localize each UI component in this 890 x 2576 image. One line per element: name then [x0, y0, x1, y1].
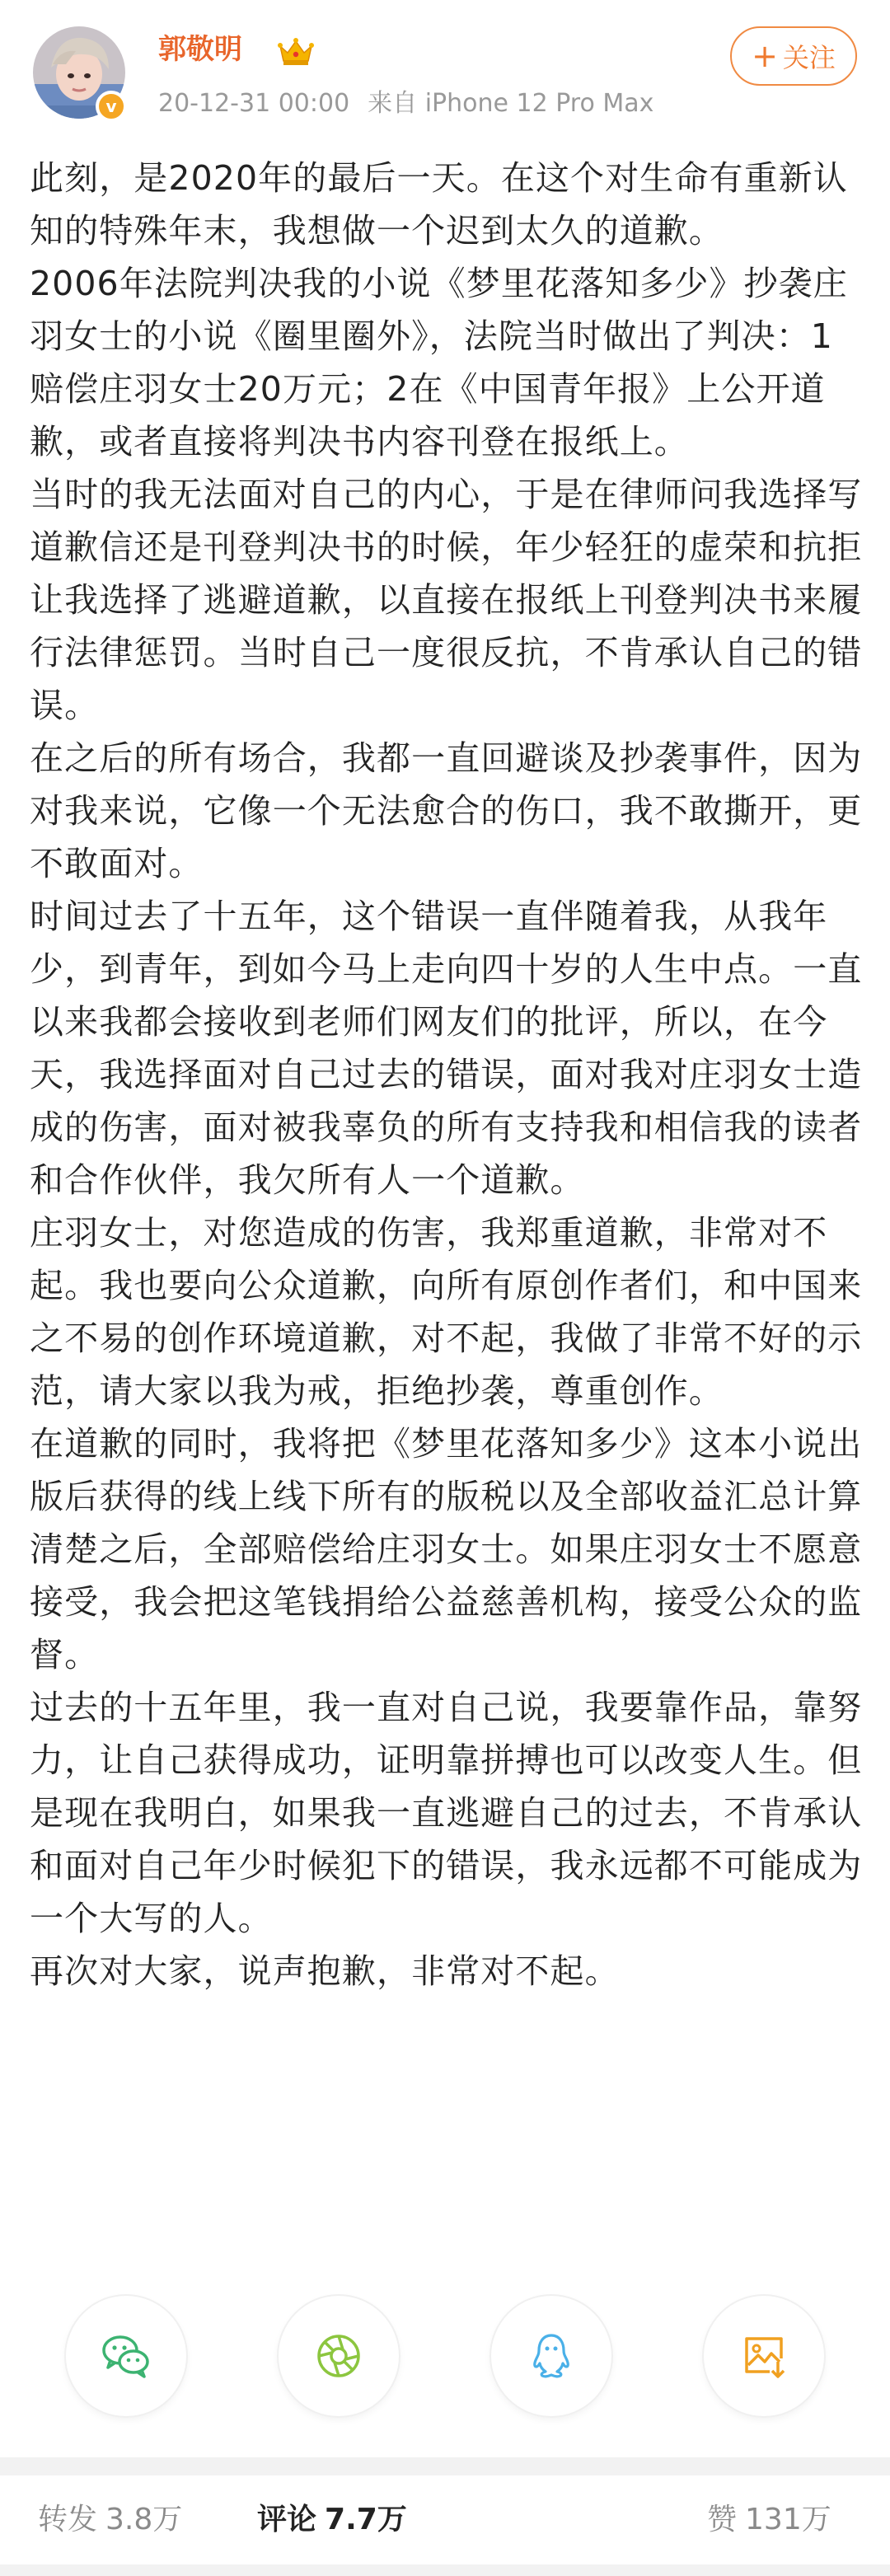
repost-tab[interactable] — [38, 2502, 182, 2538]
comment-label: 评论 — [257, 2503, 317, 2536]
post-header — [0, 0, 890, 148]
like-count: 131万 — [745, 2503, 831, 2536]
save-image-button[interactable] — [704, 2296, 824, 2416]
like-label: 赞 — [707, 2503, 738, 2536]
post-paragraph: 过去的十五年里，我一直对自己说，我要靠作品，靠努力，让自己获得成功，证明靠拼搏也可以改变人生。但是现在我明白，如果我一直逃避自己的过去，不肯承认和面对自己年少时候犯下的错误，我永远都不可能成为一个大写的人。 — [30, 1688, 863, 1938]
share-bar — [0, 2296, 890, 2436]
post-paragraph: 在道歉的同时，我将把《梦里花落知多少》这本小说出版后获得的线上线下所有的版税以及全部收益汇总计算清楚之后，全部赔偿给庄羽女士。如果庄羽女士不愿意接受，我会把这笔钱捐给公益慈善机构，接受公众的监督。 — [30, 1424, 863, 1674]
qq-icon — [524, 2329, 578, 2383]
post-source: 来自 iPhone 12 Pro Max — [368, 89, 654, 118]
repost-label: 转发 — [38, 2503, 98, 2536]
bottom-divider — [0, 2564, 890, 2576]
verified-badge-icon: v — [96, 91, 127, 122]
section-divider — [0, 2457, 890, 2475]
share-qq-button[interactable] — [491, 2296, 611, 2416]
crown-icon[interactable] — [277, 36, 315, 68]
post-date: 20-12-31 00:00 — [158, 89, 350, 118]
post-paragraph: 2006年法院判决我的小说《梦里花落知多少》抄袭庄羽女士的小说《圈里圈外》，法院当时做出了判决：1赔偿庄羽女士20万元；2在《中国青年报》上公开道歉，或者直接将判决书内容刊登在报纸上。 — [30, 264, 848, 461]
stats-bar — [0, 2475, 890, 2564]
post-paragraph: 庄羽女士，对您造成的伤害，我郑重道歉，非常对不起。我也要向公众道歉，向所有原创作者们，和中国来之不易的创作环境道歉，对不起，我做了非常不好的示范，请大家以我为戒，拒绝抄袭，尊重创作。 — [30, 1213, 863, 1411]
post-paragraph: 此刻，是2020年的最后一天。在这个对生命有重新认知的特殊年末，我想做一个迟到太久的道歉。 — [30, 158, 848, 251]
wechat-icon — [99, 2329, 153, 2383]
post-paragraph: 在之后的所有场合，我都一直回避谈及抄袭事件，因为对我来说，它像一个无法愈合的伤口，我不敢撕开，更不敢面对。 — [30, 738, 863, 883]
plus-icon: + — [752, 38, 778, 74]
post-paragraph: 时间过去了十五年，这个错误一直伴随着我，从我年少，到青年，到如今马上走向四十岁的人生中点。一直以来我都会接收到老师们网友们的批评，所以，在今天，我选择面对自己过去的错误，面对我对庄羽女士造成的伤害，面对被我辜负的所有支持我和相信我的读者和合作伙伴，我欠所有人一个道歉。 — [30, 897, 863, 1200]
comment-tab[interactable] — [257, 2502, 407, 2538]
share-wechat-button[interactable] — [66, 2296, 186, 2416]
post-body — [30, 152, 864, 1998]
follow-button[interactable] — [730, 26, 857, 86]
post-paragraph: 当时的我无法面对自己的内心，于是在律师问我选择写道歉信还是刊登判决书的时候，年少轻狂的虚荣和抗拒让我选择了逃避道歉，以直接在报纸上刊登判决书来履行法律惩罚。当时自己一度很反抗，不肯承认自己的错误。 — [30, 475, 863, 725]
comment-count: 7.7万 — [325, 2503, 407, 2536]
repost-count: 3.8万 — [105, 2503, 183, 2536]
moments-icon — [312, 2329, 366, 2383]
post-meta — [158, 89, 653, 119]
save-image-icon — [737, 2329, 791, 2383]
post-paragraph: 再次对大家，说声抱歉，非常对不起。 — [30, 1951, 620, 1991]
share-moments-button[interactable] — [279, 2296, 399, 2416]
like-tab[interactable] — [707, 2502, 831, 2538]
follow-label: 关注 — [782, 42, 836, 73]
author-name[interactable]: 郭敬明 — [158, 33, 242, 66]
